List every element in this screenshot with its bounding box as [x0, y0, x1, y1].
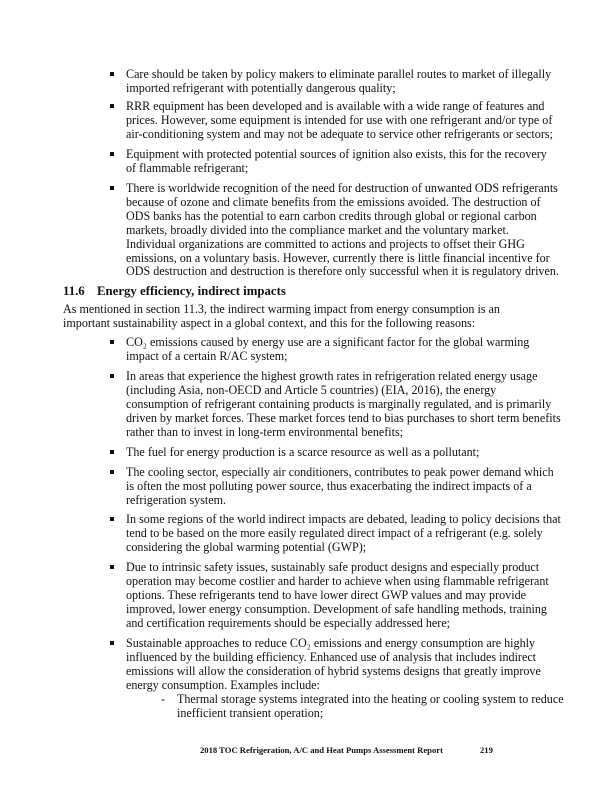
list-item-line: considering the global warming potential (GWP);: [126, 539, 367, 554]
bullet-icon: [110, 450, 114, 454]
list-item-line: Care should be taken by policy makers to eliminate parallel routes to market of illegally: [126, 67, 552, 81]
footer-title: 2018 TOC Refrigeration, A/C and Heat Pumps Assessment Report: [200, 745, 443, 755]
sub-item-line: inefficient transient operation;: [177, 705, 324, 720]
bullet-icon: [110, 72, 114, 76]
list-item-line: of flammable refrigerant;: [126, 160, 249, 175]
list-item-line: In some regions of the world indirect impacts are debated, leading to policy decisions that: [126, 512, 561, 526]
list-item-line: emissions, on a voluntary basis. However, currently there is little financial incentive for: [126, 250, 550, 265]
bullet-icon: [110, 470, 114, 474]
intro-line: As mentioned in section 11.3, the indirect warming impact from energy consumption is an: [63, 302, 500, 316]
list-item-line: The cooling sector, especially air conditioners, contributes to peak power demand which: [126, 465, 554, 479]
list-item-line: because of ozone and climate benefits from the emissions avoided. The destruction of: [126, 194, 541, 209]
bullet-icon: [110, 104, 114, 108]
list-item-line: Sustainable approaches to reduce CO₂ emissions and energy consumption are highly: [126, 636, 536, 650]
list-item-line: Individual organizations are committed to actions and projects to offset their GHG: [126, 236, 525, 251]
list-item-line: improved, lower energy consumption. Development of safe handling methods, training: [126, 601, 547, 616]
list-item-line: ODS banks has the potential to earn carbon credits through global or regional carbon: [126, 208, 537, 223]
bullet-icon: [110, 565, 114, 569]
list-item-line: emissions will allow the consideration of hybrid systems designs that greatly improve: [126, 663, 541, 678]
list-item-line: Equipment with protected potential sources of ignition also exists, this for the recovery: [126, 147, 547, 161]
sub-item-line: Thermal storage systems integrated into the heating or cooling system to reduce: [177, 692, 564, 706]
list-item-line: tend to be based on the more easily regulated direct impact of a refrigerant (e.g. solely: [126, 525, 543, 540]
bullet-icon: [110, 517, 114, 521]
list-item-line: (including Asia, non-OECD and Article 5 countries) (EIA, 2016), the energy: [126, 382, 497, 397]
bullet-icon: [110, 152, 114, 156]
list-item-line: is often the most polluting power source, thus exacerbating the indirect impacts of a: [126, 478, 532, 493]
page-number: 219: [480, 745, 493, 755]
list-item-line: rather than to invest in long-term environmental benefits;: [126, 424, 404, 439]
bullet-icon: [110, 641, 114, 645]
list-item-line: RRR equipment has been developed and is available with a wide range of features and: [126, 99, 545, 113]
section-title: Energy efficiency, indirect impacts: [97, 284, 286, 298]
list-item-line: There is worldwide recognition of the need for destruction of unwanted ODS refrigerants: [126, 181, 558, 195]
section-number: 11.6: [63, 284, 85, 298]
list-item-line: impact of a certain R/AC system;: [126, 348, 288, 363]
list-item-line: air-conditioning system and may not be adequate to service other refrigerants or sectors;: [126, 126, 553, 141]
list-item-line: operation may become costlier and harder to achieve when using flammable refrigerant: [126, 573, 549, 588]
list-item-line: energy consumption. Examples include:: [126, 677, 320, 692]
list-item-line: markets, broadly divided into the compliance market and the voluntary market.: [126, 222, 509, 237]
list-item-line: driven by market forces. These market forces tend to bias purchases to short term benefits: [126, 410, 561, 425]
list-item-line: Due to intrinsic safety issues, sustainably safe product designs and especially product: [126, 560, 540, 574]
list-item-line: The fuel for energy production is a scarce resource as well as a pollutant;: [126, 445, 480, 459]
list-item-line: In areas that experience the highest growth rates in refrigeration related energy usage: [126, 369, 538, 383]
intro-line: important sustainability aspect in a global context, and this for the following reasons:: [63, 316, 476, 330]
list-item-line: consumption of refrigerant containing products is marginally regulated, and is primarily: [126, 396, 552, 411]
list-item-line: and certification requirements should be especially addressed here;: [126, 615, 451, 630]
list-item-line: prices. However, some equipment is intended for use with one refrigerant and/or type of: [126, 112, 553, 127]
dash-marker: -: [161, 692, 166, 706]
list-item-line: imported refrigerant with potentially dangerous quality;: [126, 80, 396, 95]
bullet-icon: [110, 340, 114, 344]
list-item-line: influenced by the building efficiency. Enhanced use of analysis that includes indirect: [126, 649, 537, 664]
list-item-line: ODS destruction and destruction is therefore only successful when it is regulatory driven.: [126, 264, 559, 279]
list-item-line: CO₂ emissions caused by energy use are a significant factor for the global warming: [126, 335, 530, 349]
bullet-icon: [110, 374, 114, 378]
bullet-icon: [110, 186, 114, 190]
list-item-line: options. These refrigerants tend to have lower direct GWP values and may provide: [126, 587, 526, 602]
list-item-line: refrigeration system.: [126, 492, 227, 507]
